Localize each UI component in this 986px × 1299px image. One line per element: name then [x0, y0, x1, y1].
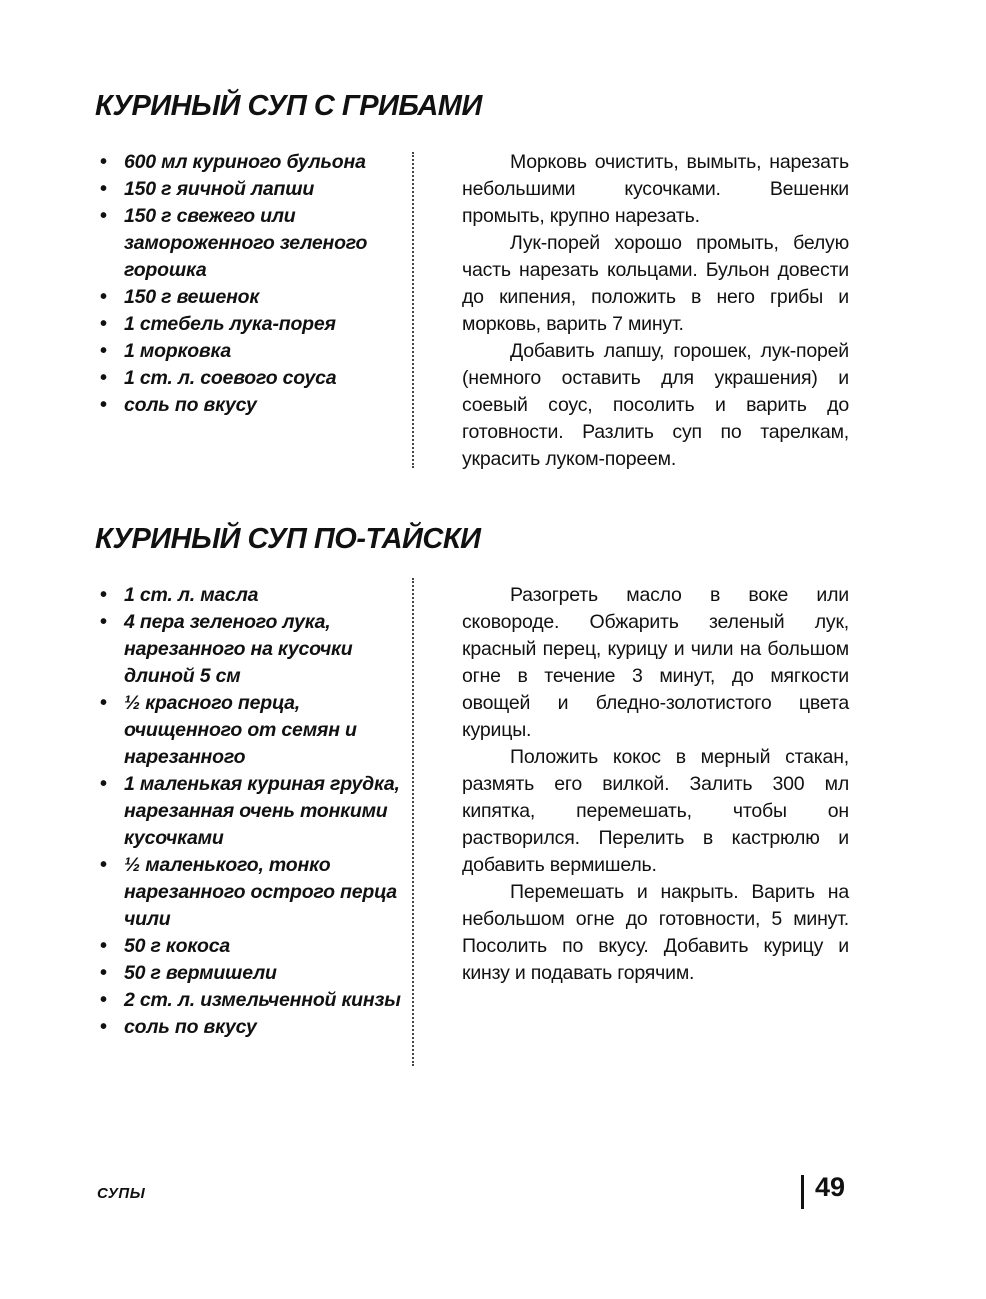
bullet-icon: • — [100, 1016, 107, 1038]
list-item — [100, 176, 405, 203]
recipe-method — [462, 582, 849, 987]
ingredient: 1 морковка — [124, 340, 232, 362]
method-paragraph: Перемешать и накрыть. Варить на небольшом огне до готовности, 5 минут. Посолить по вкусу. Добавить курицу и кинзу и подавать горячим. — [462, 881, 849, 984]
column-divider — [412, 152, 414, 468]
recipe-title: КУРИНЫЙ СУП С ГРИБАМИ — [95, 90, 482, 122]
ingredient: соль по вкусу — [124, 394, 257, 416]
list-item — [100, 203, 405, 284]
bullet-icon: • — [100, 962, 107, 984]
column-divider — [412, 578, 414, 1066]
bullet-icon: • — [100, 286, 107, 308]
list-item — [100, 392, 405, 419]
bullet-icon: • — [100, 367, 107, 389]
list-item — [100, 311, 405, 338]
ingredient: соль по вкусу — [124, 1016, 257, 1038]
ingredient: 150 г яичной лапши — [124, 178, 315, 200]
list-item — [100, 933, 405, 960]
ingredient: 4 пера зеленого лука, нарезанного на кусочки длиной 5 см — [124, 611, 353, 687]
bullet-icon: • — [100, 205, 107, 227]
recipe-method — [462, 149, 849, 473]
list-item — [100, 960, 405, 987]
method-paragraph: Морковь очистить, вымыть, нарезать небольшими кусочками. Вешенки промыть, крупно нарезать. — [462, 151, 849, 227]
list-item — [100, 284, 405, 311]
recipe-title: КУРИНЫЙ СУП ПО-ТАЙСКИ — [95, 523, 481, 555]
ingredient: 150 г свежего или замороженного зеленого горошка — [124, 205, 368, 281]
ingredient: ½ красного перца, очищенного от семян и нарезанного — [124, 692, 357, 768]
ingredient: 2 ст. л. измельченной кинзы — [124, 989, 401, 1011]
page-number: 49 — [815, 1172, 846, 1202]
list-item — [100, 365, 405, 392]
bullet-icon: • — [100, 935, 107, 957]
ingredient: 1 ст. л. соевого соуса — [124, 367, 337, 389]
list-item — [100, 771, 405, 852]
bullet-icon: • — [100, 151, 107, 173]
section-name: СУПЫ — [97, 1185, 146, 1202]
bullet-icon: • — [100, 584, 107, 606]
bullet-icon: • — [100, 394, 107, 416]
list-item — [100, 987, 405, 1014]
ingredient-list — [100, 149, 405, 419]
ingredient: 1 маленькая куриная грудка, нарезанная очень тонкими кусочками — [124, 773, 400, 849]
list-item — [100, 852, 405, 933]
bullet-icon: • — [100, 313, 107, 335]
ingredient: 1 ст. л. масла — [124, 584, 259, 606]
ingredient: 150 г вешенок — [124, 286, 260, 308]
ingredient: 1 стебель лука-порея — [124, 313, 336, 335]
bullet-icon: • — [100, 773, 107, 795]
bullet-icon: • — [100, 989, 107, 1011]
list-item — [100, 1014, 405, 1041]
bullet-icon: • — [100, 178, 107, 200]
ingredient: 600 мл куриного бульона — [124, 151, 366, 173]
ingredient: 50 г вермишели — [124, 962, 277, 984]
list-item — [100, 338, 405, 365]
ingredient-list — [100, 582, 405, 1041]
bullet-icon: • — [100, 611, 107, 633]
method-paragraph: Положить кокос в мерный стакан, размять его вилкой. Залить 300 мл кипятка, перемешать, чтобы он растворился. Перелить в кастрюлю и добавить вермишель. — [462, 746, 849, 876]
bullet-icon: • — [100, 692, 107, 714]
list-item — [100, 609, 405, 690]
bullet-icon: • — [100, 854, 107, 876]
page-number-bar — [801, 1175, 804, 1209]
method-paragraph: Добавить лапшу, горошек, лук-порей (немного оставить для украшения) и соевый соус, посолить и варить до готовности. Разлить суп по тарелкам, украсить луком-пореем. — [462, 340, 849, 470]
list-item — [100, 149, 405, 176]
bullet-icon: • — [100, 340, 107, 362]
method-paragraph: Разогреть масло в воке или сковороде. Обжарить зеленый лук, красный перец, курицу и чили на большом огне в течение 3 минут, до мягкости овощей и бледно-золотистого цвета курицы. — [462, 584, 849, 741]
ingredient: ½ маленького, тонко нарезанного острого перца чили — [124, 854, 397, 930]
list-item — [100, 582, 405, 609]
list-item — [100, 690, 405, 771]
method-paragraph: Лук-порей хорошо промыть, белую часть нарезать кольцами. Бульон довести до кипения, положить в него грибы и морковь, варить 7 минут. — [462, 232, 849, 335]
ingredient: 50 г кокоса — [124, 935, 231, 957]
